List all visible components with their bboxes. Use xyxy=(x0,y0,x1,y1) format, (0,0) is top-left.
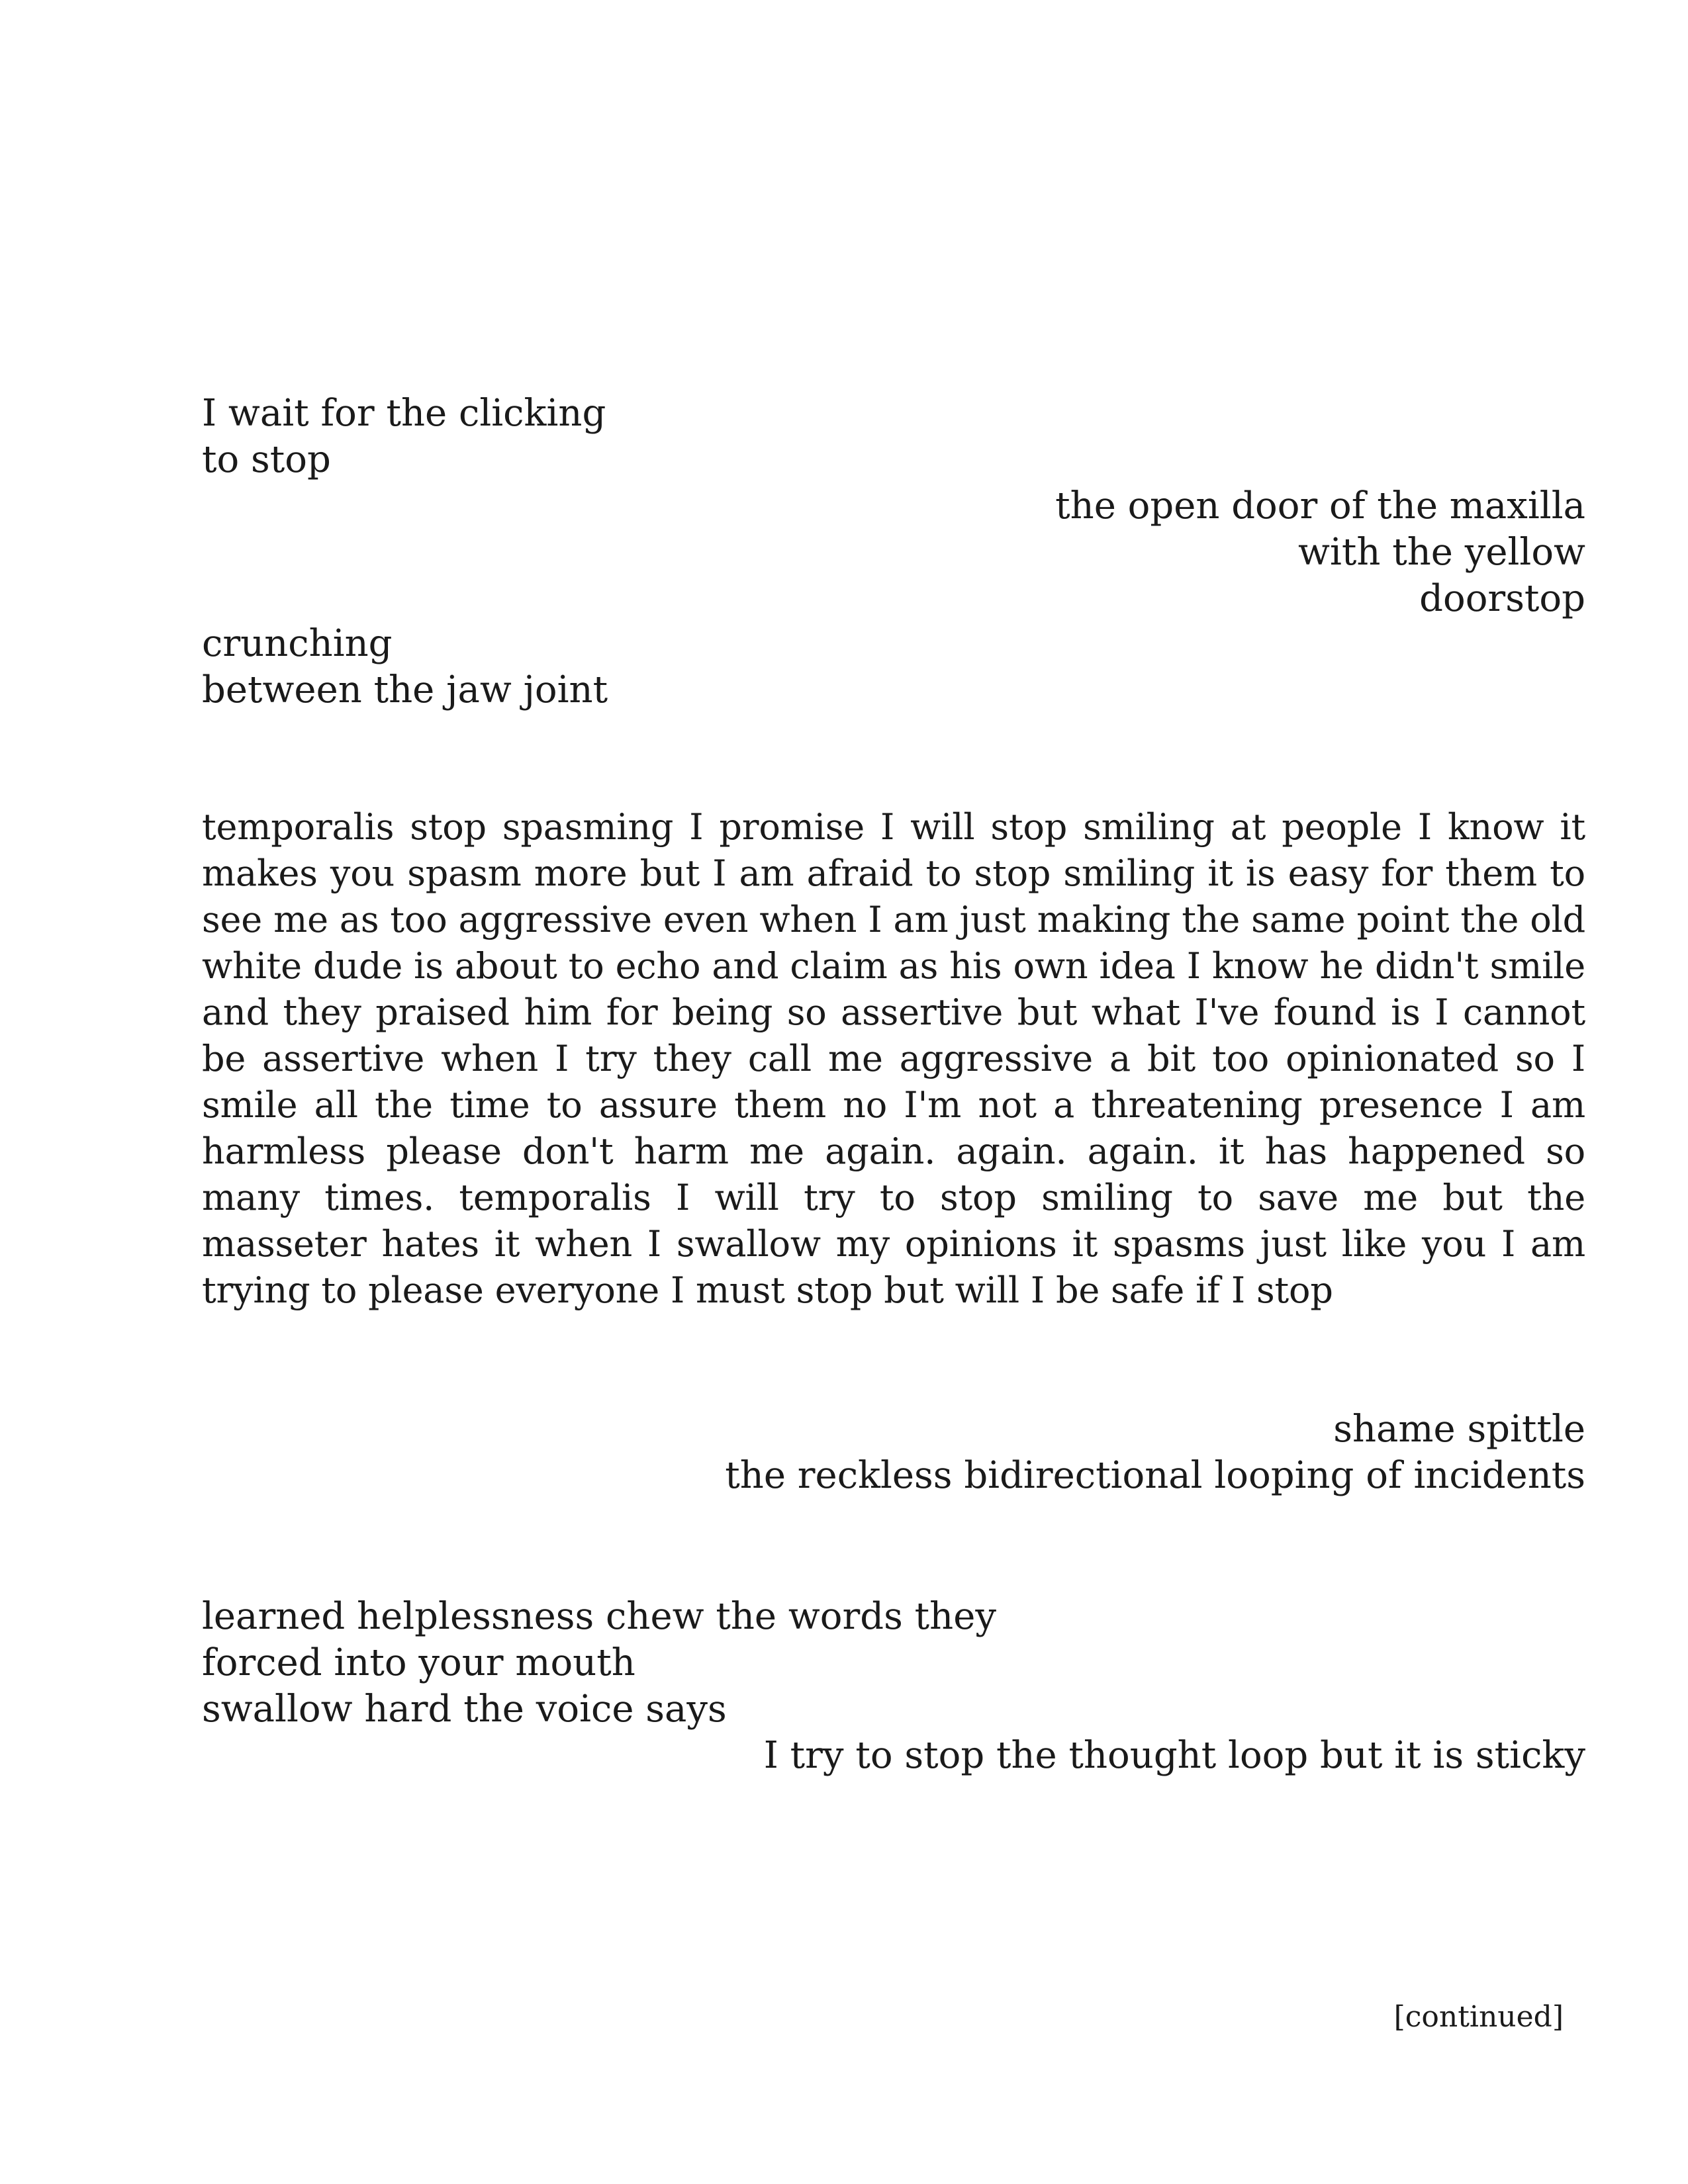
stanza-shame-spittle xyxy=(202,1406,1585,1499)
poem-line: learned helplessness chew the words they xyxy=(202,1595,997,1638)
stanza-learned-helplessness xyxy=(202,1594,1585,1733)
poem-line: shame spittle xyxy=(1333,1408,1585,1451)
poem-line: I wait for the clicking xyxy=(202,392,606,435)
poem-line: the reckless bidirectional looping of incidents xyxy=(725,1454,1585,1497)
stanza-wait-for-clicking xyxy=(202,390,1585,483)
poem-line: between the jaw joint xyxy=(202,668,608,711)
stanza-thought-loop xyxy=(202,1733,1585,1779)
poem-line: the open door of the maxilla xyxy=(1055,484,1585,527)
poem-line: forced into your mouth xyxy=(202,1641,635,1684)
poem-line: swallow hard the voice says xyxy=(202,1688,727,1731)
prose-paragraph: temporalis stop spasming I promise I will stop smiling at people I know it makes you spasm more but I am afraid to stop smiling it is easy for them to see me as too aggressive even when I am just making the same point the old white dude is about to echo and claim as his own idea I know he didn't smile and they praised him for being so assertive but what I've found is I cannot be assertive when I try they call me aggressive a bit too opinionated so I smile all the time to assure them no I'm not a threatening presence I am harmless please don't harm me again. again. again. it has happened so many times. temporalis I will try to stop smiling to save me but the masseter hates it when I swallow my opinions it spasms just like you I am trying to please everyone I must stop but will I be safe if I stop xyxy=(202,806,1585,1311)
stanza-crunching xyxy=(202,621,1585,713)
poem-line: crunching xyxy=(202,622,393,665)
poem-line: with the yellow xyxy=(1298,531,1585,574)
stanza-open-door xyxy=(202,483,1585,622)
poem-line: doorstop xyxy=(1419,577,1585,620)
poem-line: to stop xyxy=(202,438,331,481)
poem-line: I try to stop the thought loop but it is sticky xyxy=(763,1734,1585,1777)
continued-label: [continued] xyxy=(1393,2000,1564,2034)
